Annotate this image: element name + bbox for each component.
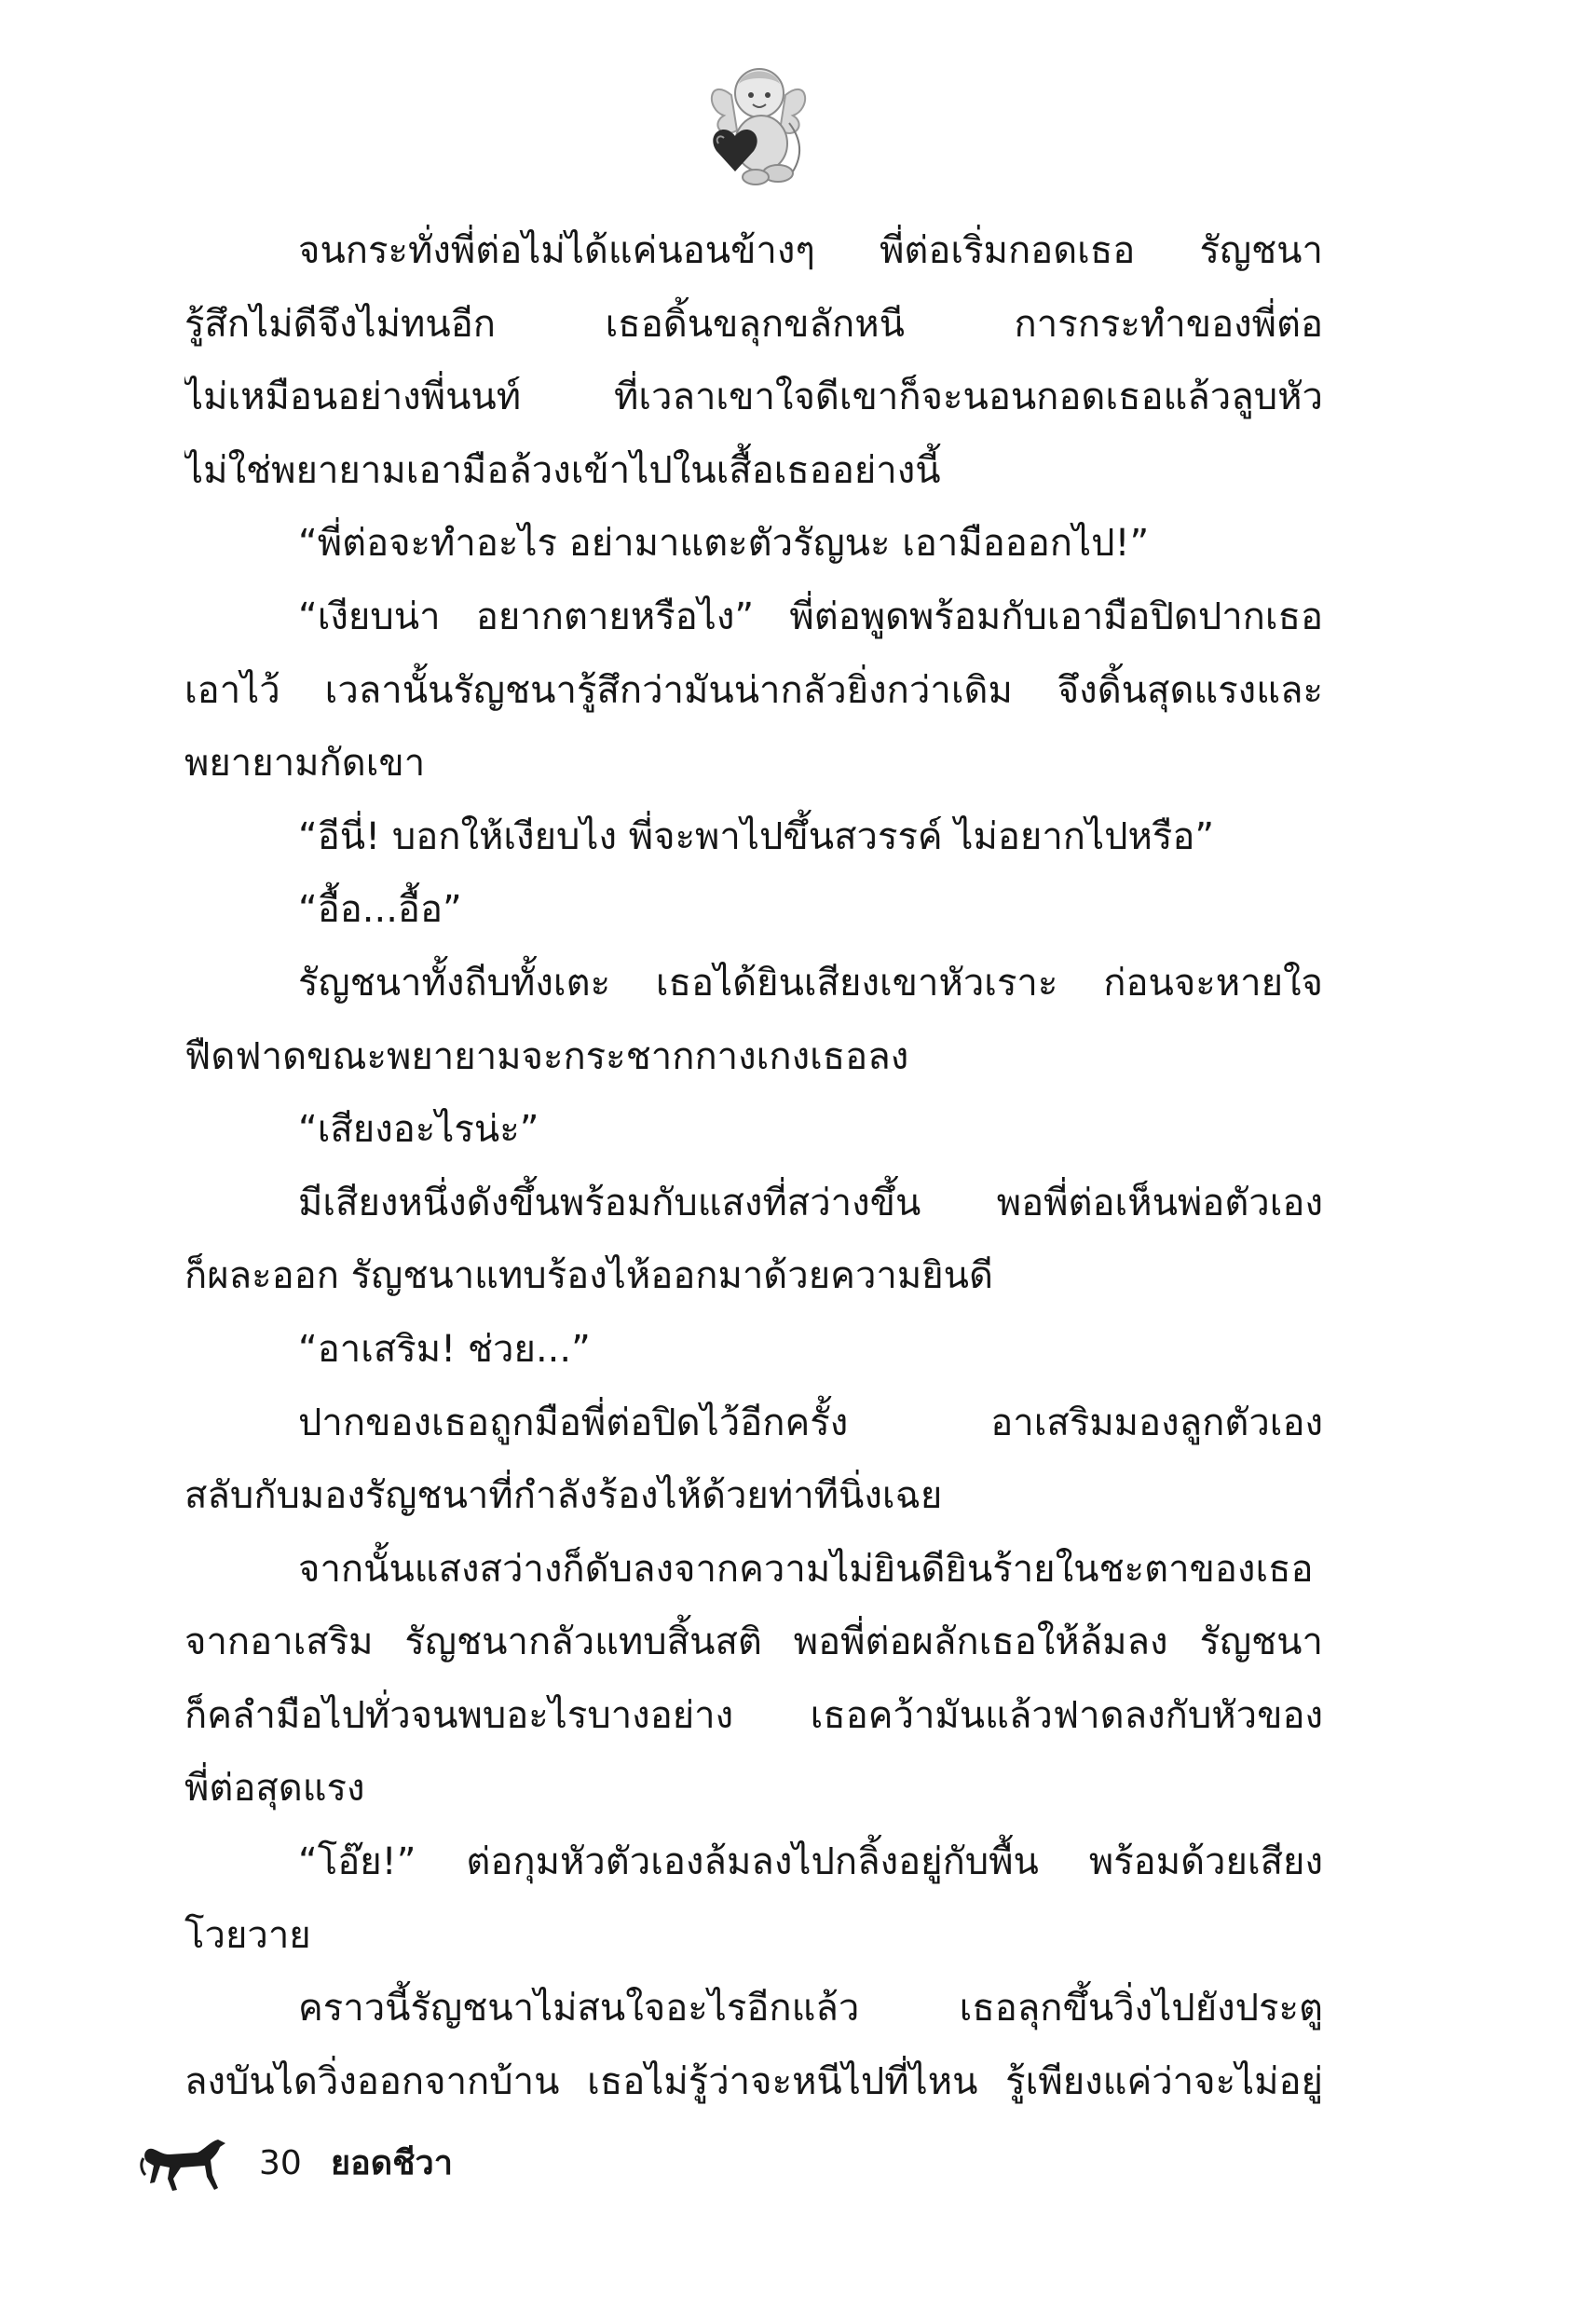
page-footer: [140, 2134, 699, 2199]
text-line: “โอ๊ย!” ต่อกุมหัวตัวเองล้มลงไปกลิ้งอยู่กับพื้น พร้อมด้วยเสียง: [298, 1840, 1323, 1884]
text-line: ก็ผละออก รัญชนาแทบร้องไห้ออกมาด้วยความยินดี: [184, 1254, 993, 1298]
text-line: จนกระทั่งพี่ต่อไม่ได้แค่นอนข้างๆ พี่ต่อเริ่มกอดเธอ รัญชนา: [298, 229, 1323, 272]
text-line: ปากของเธอถูกมือพี่ต่อปิดไว้อีกครั้ง อาเสริมมองลูกตัวเอง: [298, 1401, 1323, 1444]
dialogue-line: “อื้อ...อื้อ”: [298, 888, 462, 932]
text-line: คราวนี้รัญชนาไม่สนใจอะไรอีกแล้ว เธอลุกขึ้นวิ่งไปยังประตู: [298, 1987, 1323, 2031]
text-line: รัญชนาทั้งถีบทั้งเตะ เธอได้ยินเสียงเขาหัวเราะ ก่อนจะหายใจ: [298, 961, 1323, 1005]
page-number: 30: [259, 2144, 302, 2182]
text-line: สลับกับมองรัญชนาที่กำลังร้องไห้ด้วยท่าทีนิ่งเฉย: [184, 1474, 943, 1518]
cherub-with-heart-icon: [703, 58, 813, 188]
dialogue-line: “พี่ต่อจะทำอะไร อย่ามาแตะตัวรัญนะ เอามือออกไป!”: [298, 522, 1150, 566]
text-line: ไม่ใช่พยายามเอามือล้วงเข้าไปในเสื้อเธออย่างนี้: [184, 448, 941, 492]
text-line: “เงียบน่า อยากตายหรือไง” พี่ต่อพูดพร้อมกับเอามือปิดปากเธอ: [298, 595, 1323, 638]
horse-icon: [140, 2134, 233, 2194]
text-line: พยายามกัดเขา: [184, 742, 426, 786]
text-line: ก็คลำมือไปทั่วจนพบอะไรบางอย่าง เธอคว้ามันแล้วฟาดลงกับหัวของ: [184, 1693, 1323, 1737]
dialogue-line: “เสียงอะไรน่ะ”: [298, 1108, 539, 1152]
book-title: ยอดชีวา: [331, 2144, 453, 2182]
text-line: ไม่เหมือนอย่างพี่นนท์ ที่เวลาเขาใจดีเขาก็จะนอนกอดเธอแล้วลูบหัว: [184, 376, 1323, 419]
text-line: โวยวาย: [184, 1913, 311, 1957]
text-line: จากอาเสริม รัญชนากลัวแทบสิ้นสติ พอพี่ต่อผลักเธอให้ล้มลง รัญชนา: [184, 1620, 1323, 1664]
text-line: เอาไว้ เวลานั้นรัญชนารู้สึกว่ามันน่ากลัวยิ่งกว่าเดิม จึงดิ้นสุดแรงและ: [184, 668, 1323, 712]
story-text: [184, 214, 1323, 2118]
text-line: จากนั้นแสงสว่างก็ดับลงจากความไม่ยินดียินร้ายในชะตาของเธอ: [298, 1547, 1314, 1591]
dialogue-line: “อาเสริม! ช่วย...”: [298, 1327, 591, 1371]
text-line: พี่ต่อสุดแรง: [184, 1767, 365, 1811]
text-line: ลงบันไดวิ่งออกจากบ้าน เธอไม่รู้ว่าจะหนีไปที่ไหน รู้เพียงแค่ว่าจะไม่อยู่: [184, 2059, 1323, 2103]
text-line: มีเสียงหนึ่งดังขึ้นพร้อมกับแสงที่สว่างขึ้น พอพี่ต่อเห็นพ่อตัวเอง: [298, 1181, 1323, 1224]
text-line: รู้สึกไม่ดีจึงไม่ทนอีก เธอดิ้นขลุกขลักหนี การกระทำของพี่ต่อ: [184, 302, 1323, 346]
text-line: ฟืดฟาดขณะพยายามจะกระชากกางเกงเธอลง: [184, 1034, 909, 1078]
dialogue-line: “อีนี่! บอกให้เงียบไง พี่จะพาไปขึ้นสวรรค์ ไม่อยากไปหรือ”: [298, 814, 1215, 858]
